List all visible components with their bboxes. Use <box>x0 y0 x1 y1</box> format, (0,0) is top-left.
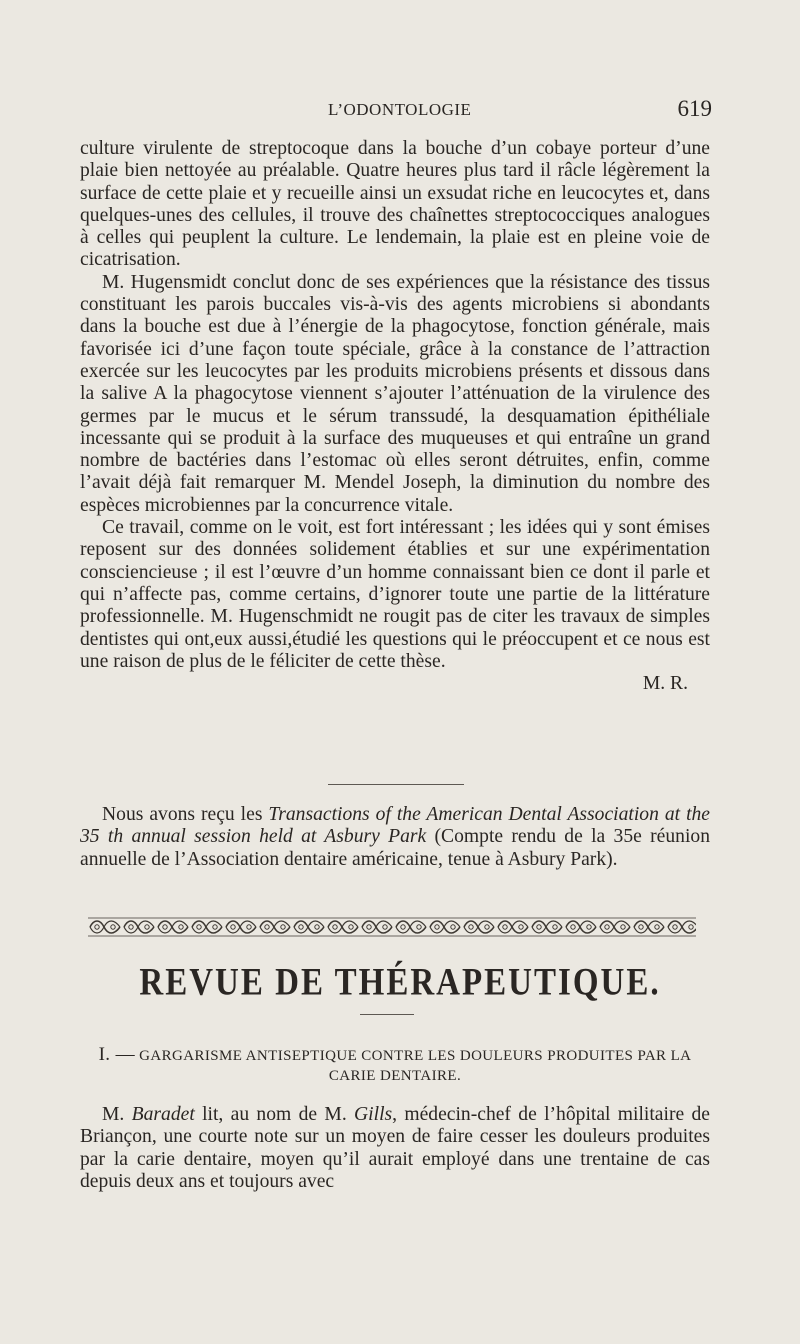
page-number: 619 <box>677 96 712 121</box>
notice-intro: Nous avons reçu les <box>102 804 269 825</box>
review-text <box>80 138 710 695</box>
separator-rule <box>328 784 464 785</box>
therapeutics-paragraph <box>80 1104 710 1193</box>
author-baradet: Baradet <box>131 1104 195 1125</box>
paragraph-assessment: Ce travail, comme on le voit, est fort intéressant ; les idées qui y sont émises reposent sur des données solidement établies et sur une expérimentation consciencieuse ; il est l’œuvre d’un homme connaissant bien ce dont il parle et qui n’affecte pas, comme certains, d’ignorer toute une partie de la littérature professionnelle. M. Hugenschmidt ne rougit pas de citer les travaux de simples dentistes qui ont,eux aussi,étudié les questions qui le préoccupent et ce nous est une raison de plus de le féliciter de cette thèse. <box>80 517 710 672</box>
signature: M. R. <box>642 673 688 695</box>
subheading-number: I. — <box>98 1044 136 1065</box>
title-rule <box>360 1014 414 1015</box>
text-fragment: M. <box>102 1104 132 1125</box>
subheading-text: GARGARISME ANTISEPTIQUE CONTRE LES DOULEURS PRODUITES PAR LA CARIE DENTAIRE. <box>139 1048 692 1084</box>
subheading <box>80 1045 710 1086</box>
section-title: REVUE DE THÉRAPEUTIQUE. <box>139 961 661 1005</box>
running-header <box>78 96 712 126</box>
notice-title: Transactions of the American Dental Association at the 35 th annual session held at Asbury Park <box>80 804 711 848</box>
ornamental-border <box>88 917 696 937</box>
text-fragment: lit, au nom de M. <box>194 1104 355 1125</box>
paragraph-culture: culture virulente de streptocoque dans la bouche d’un cobaye porteur d’une plaie bien nettoyée au préalable. Quatre heures plus tard il râcle légèrement la surface de cette plaie et y recueille ainsi un exsudat riche en leucocytes et, dans quelques-unes des cellules, il trouve des chaînettes streptococciques analogues à celles qui peuplent la culture. Le lendemain, la plaie est en pleine voie de cicatrisation. <box>80 138 710 271</box>
paragraph-conclusion: M. Hugensmidt conclut donc de ses expériences que la résistance des tissus constituant les parois buccales vis-à-vis des agents microbiens si abondants dans la bouche est due à l’énergie de la phagocytose, fonction générale, mais favorisée ici d’une façon toute spéciale, grâce à la constance de l’attraction exercée sur les leucocytes par les produits microbiens présents et dissous dans la salive A la phagocytose viennent s’ajouter l’atténuation de la virulence des germes par le mucus et le sérum transsudé, la desquamation épithéliale incessante qui se produit à la surface des muqueuses et qui entraîne un grand nombre de bactéries dans l’estomac où elles seront détruites, enfin, comme l’avait déjà fait remarquer M. Mendel Joseph, la diminution du nombre des espèces microbiennes par la concurrence vitale. <box>80 271 710 516</box>
notice-paragraph <box>80 804 710 871</box>
text-fragment: , médecin-chef de l’hôpital militaire de Briançon, une courte note sur un moyen de faire cesser les douleurs produites par la carie dentaire, moyen qu’il aurait employé dans une trentaine de cas depuis deux ans et toujours avec <box>80 1104 710 1192</box>
notice-rest: (Compte rendu de la 35e réunion annuelle de l’Association dentaire américaine, tenue à Asbury Park). <box>80 826 710 870</box>
journal-title: L’ODONTOLOGIE <box>328 100 472 119</box>
author-gills: Gills <box>354 1104 393 1125</box>
